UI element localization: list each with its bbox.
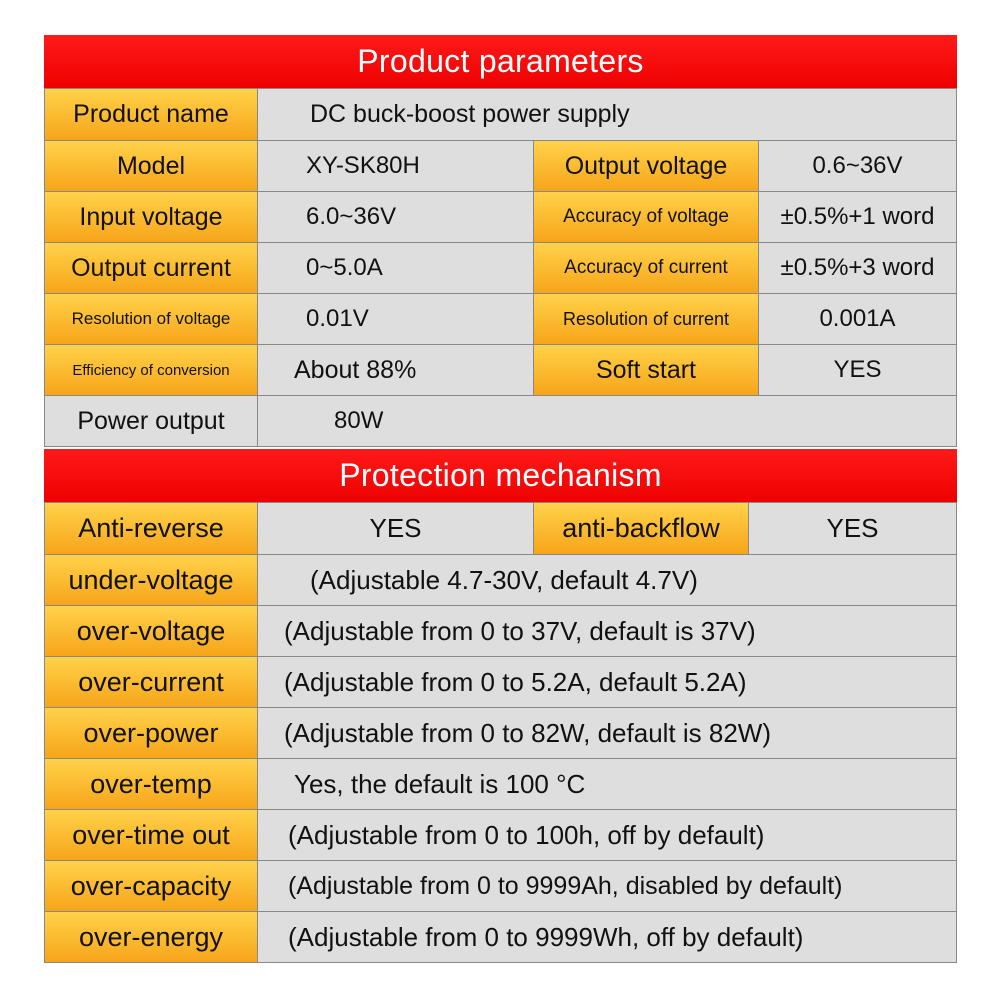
protection-mechanism-title: Protection mechanism [44, 449, 957, 502]
spec-label: Accuracy of voltage [534, 192, 759, 243]
spec-label: Resolution of current [534, 294, 759, 345]
spec-label: Efficiency of conversion [45, 345, 258, 396]
spec-value: 0.001A [759, 294, 957, 345]
spec-label: Input voltage [45, 192, 258, 243]
protection-value: (Adjustable from 0 to 82W, default is 82W) [258, 708, 957, 759]
spec-value: 6.0~36V [258, 192, 534, 243]
spec-value: ±0.5%+1 word [759, 192, 957, 243]
spec-row [45, 243, 957, 294]
anti-row [45, 503, 957, 555]
protection-row [45, 708, 957, 759]
spec-label: Output current [45, 243, 258, 294]
power-output-row [45, 396, 957, 447]
protection-row [45, 759, 957, 810]
anti-reverse-value: YES [258, 503, 534, 555]
spec-value: 0~5.0A [258, 243, 534, 294]
spec-row [45, 294, 957, 345]
protection-label: over-current [45, 657, 258, 708]
protection-label: over-temp [45, 759, 258, 810]
spec-value: 0.01V [258, 294, 534, 345]
power-output-label: Power output [45, 396, 258, 447]
spec-label: Output voltage [534, 141, 759, 192]
protection-row [45, 555, 957, 606]
protection-label: over-time out [45, 810, 258, 861]
product-parameters-title: Product parameters [44, 35, 957, 88]
protection-row [45, 810, 957, 861]
protection-row [45, 657, 957, 708]
spec-row [45, 141, 957, 192]
protection-value: (Adjustable from 0 to 9999Ah, disabled by default) [258, 861, 957, 912]
product-name-value: DC buck-boost power supply [258, 89, 957, 141]
protection-value: (Adjustable from 0 to 5.2A, default 5.2A) [258, 657, 957, 708]
product-name-row [45, 89, 957, 141]
spec-label: Soft start [534, 345, 759, 396]
protection-value: (Adjustable 4.7-30V, default 4.7V) [258, 555, 957, 606]
product-parameters-table [44, 88, 957, 447]
product-name-label: Product name [45, 89, 258, 141]
protection-value: Yes, the default is 100 °C [258, 759, 957, 810]
protection-value: (Adjustable from 0 to 100h, off by default) [258, 810, 957, 861]
protection-table [44, 502, 957, 963]
protection-row [45, 606, 957, 657]
protection-label: under-voltage [45, 555, 258, 606]
protection-row [45, 912, 957, 963]
protection-label: over-power [45, 708, 258, 759]
protection-label: over-capacity [45, 861, 258, 912]
spec-label: Model [45, 141, 258, 192]
protection-value: (Adjustable from 0 to 37V, default is 37V) [258, 606, 957, 657]
protection-label: over-energy [45, 912, 258, 963]
anti-reverse-label: Anti-reverse [45, 503, 258, 555]
spec-label: Accuracy of current [534, 243, 759, 294]
spec-value: XY-SK80H [258, 141, 534, 192]
anti-backflow-label: anti-backflow [534, 503, 749, 555]
protection-row [45, 861, 957, 912]
spec-value: ±0.5%+3 word [759, 243, 957, 294]
spec-row [45, 192, 957, 243]
power-output-value: 80W [258, 396, 957, 447]
spec-value: About 88% [258, 345, 534, 396]
anti-backflow-value: YES [749, 503, 957, 555]
spec-sheet [44, 35, 957, 964]
spec-row [45, 345, 957, 396]
spec-label: Resolution of voltage [45, 294, 258, 345]
spec-value: YES [759, 345, 957, 396]
protection-label: over-voltage [45, 606, 258, 657]
spec-value: 0.6~36V [759, 141, 957, 192]
protection-value: (Adjustable from 0 to 9999Wh, off by default) [258, 912, 957, 963]
